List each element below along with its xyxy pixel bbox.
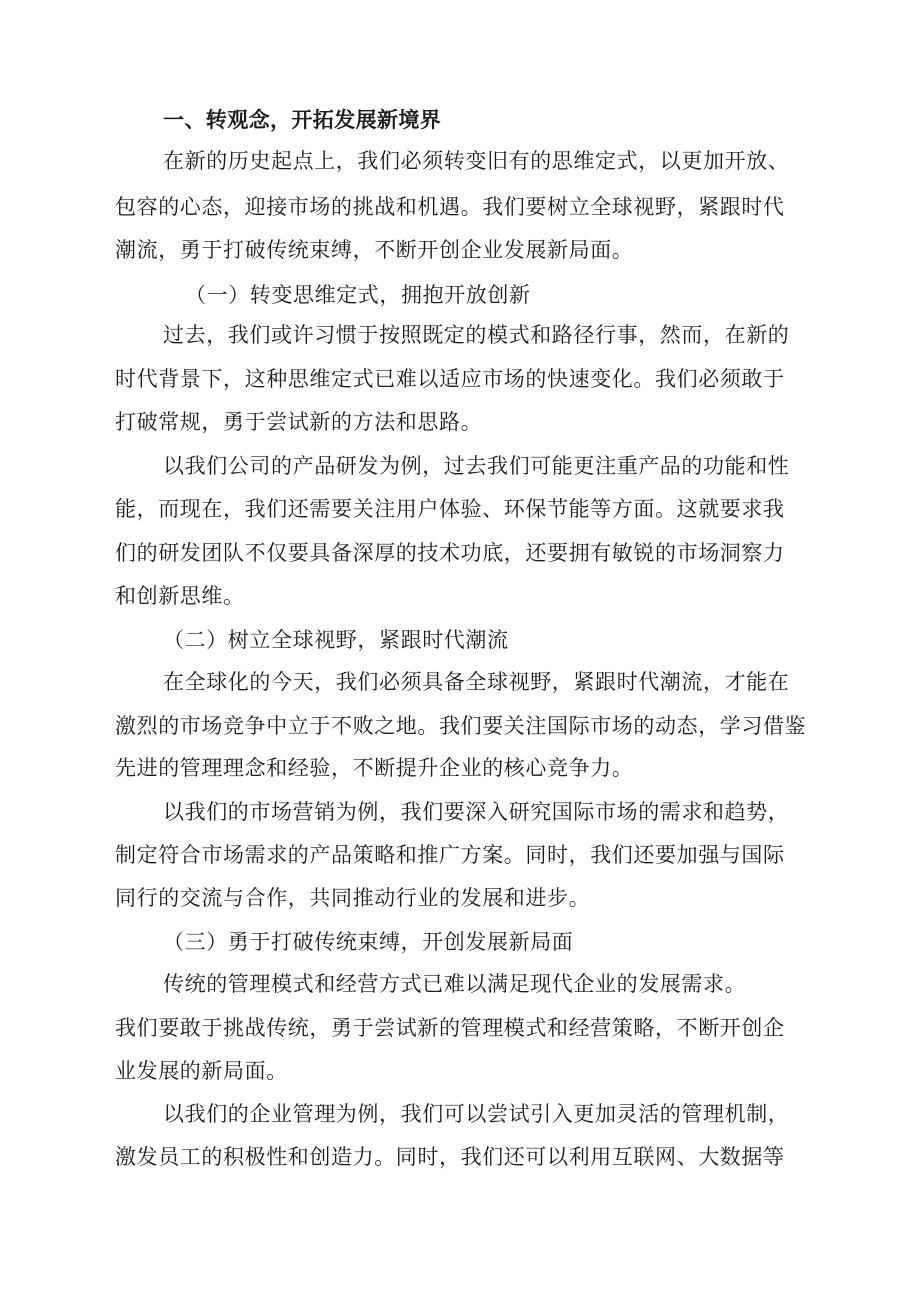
paragraph-line: 同行的交流与合作，共同推动行业的发展和进步。	[115, 886, 591, 910]
paragraph-line: 们的研发团队不仅要具备深厚的技术功底，还要拥有敏锐的市场洞察力	[115, 541, 785, 565]
paragraph-line: 和创新思维。	[115, 584, 245, 608]
paragraph-line: 包容的心态，迎接市场的挑战和机遇。我们要树立全球视野，紧跟时代	[115, 195, 785, 219]
paragraph-line: 潮流，勇于打破传统束缚，不断开创企业发展新局面。	[115, 238, 634, 262]
paragraph-line: 以我们公司的产品研发为例，过去我们可能更注重产品的功能和性	[163, 454, 790, 478]
paragraph-line: 时代背景下，这种思维定式已难以适应市场的快速变化。我们必须敢于	[115, 367, 785, 391]
section-heading: 一、转观念，开拓发展新境界	[163, 108, 442, 132]
paragraph-line: 制定符合市场需求的产品策略和推广方案。同时，我们还要加强与国际	[115, 843, 785, 867]
paragraph-line: 以我们的企业管理为例，我们可以尝试引入更加灵活的管理机制，	[163, 1102, 790, 1126]
paragraph-line: 我们要敢于挑战传统，勇于尝试新的管理模式和经营策略，不断开创企	[115, 1016, 785, 1040]
paragraph-line: 以我们的市场营销为例，我们要深入研究国际市场的需求和趋势，	[163, 800, 790, 824]
paragraph-line: 能，而现在，我们还需要关注用户体验、环保节能等方面。这就要求我	[115, 497, 785, 521]
paragraph-line: 业发展的新局面。	[115, 1059, 288, 1083]
paragraph-line: 激发员工的积极性和创造力。同时，我们还可以利用互联网、大数据等	[115, 1145, 785, 1169]
subsection-heading: （一）转变思维定式，拥抱开放创新	[185, 283, 531, 307]
subsection-heading: （二）树立全球视野，紧跟时代潮流	[163, 628, 509, 652]
paragraph-line: 先进的管理理念和经验，不断提升企业的核心竞争力。	[115, 756, 634, 780]
paragraph-line: 在全球化的今天，我们必须具备全球视野，紧跟时代潮流，才能在	[163, 670, 790, 694]
paragraph-line: 打破常规，勇于尝试新的方法和思路。	[115, 410, 483, 434]
paragraph-line: 在新的历史起点上，我们必须转变旧有的思维定式，以更加开放、	[163, 149, 790, 173]
paragraph-line: 激烈的市场竞争中立于不败之地。我们要关注国际市场的动态，学习借鉴	[115, 714, 807, 738]
subsection-heading: （三）勇于打破传统束缚，开创发展新局面	[163, 930, 574, 954]
paragraph-line: 传统的管理模式和经营方式已难以满足现代企业的发展需求。	[163, 972, 747, 996]
paragraph-line: 过去，我们或许习惯于按照既定的模式和路径行事，然而，在新的	[163, 323, 790, 347]
